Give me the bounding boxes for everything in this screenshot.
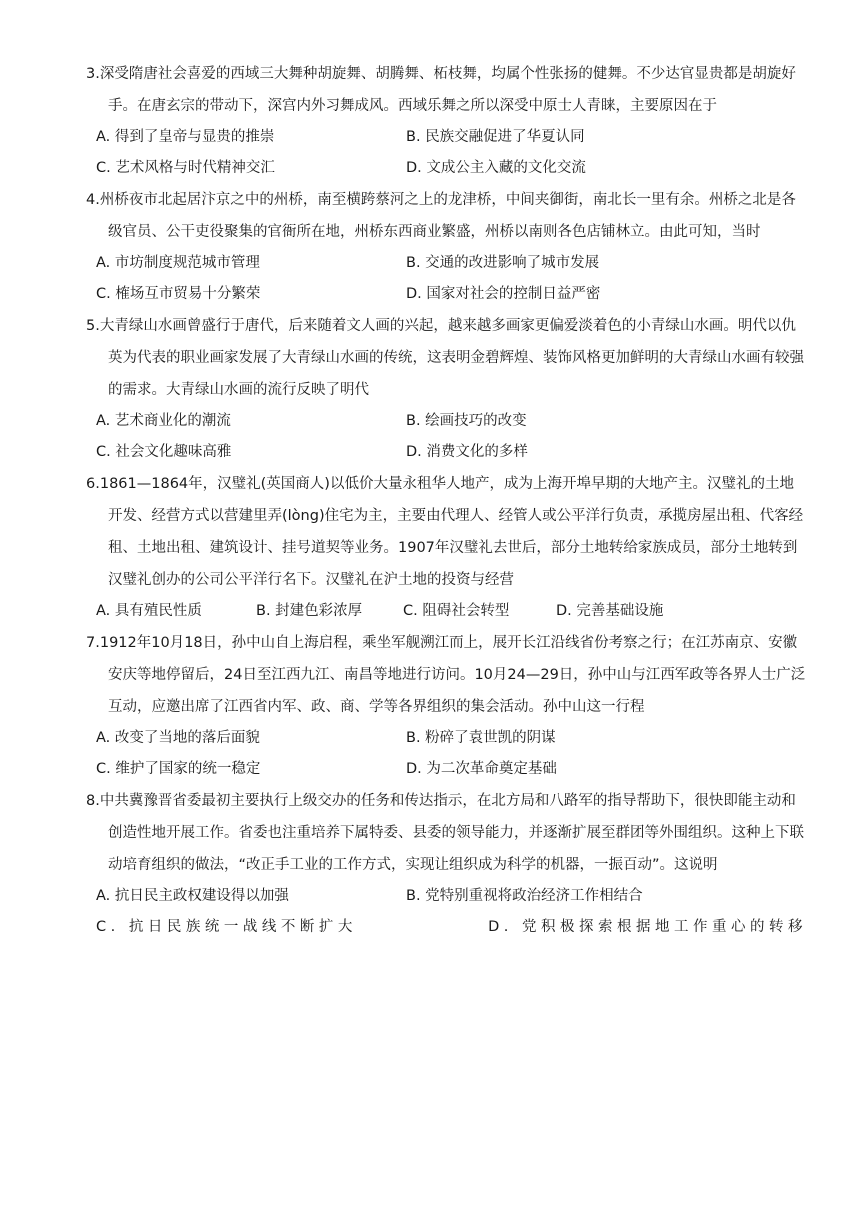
question-stem: 1912年10月18日，孙中山自上海启程，乘坐军舰溯江而上，展开长江沿线省份考察之行；在江苏南京、安徽安庆等地停留后，24日至江西九江、南昌等地进行访问。10月24—29日，孙中山与江西军政等各界人士广泛互动，应邀出席了江西省内军、政、商、学等各界组织的集会活动。孙中山这一行程: [99, 635, 806, 715]
option-c[interactable]: C. 维护了国家的统一稳定: [96, 761, 261, 777]
option-a[interactable]: A. 抗日民主政权建设得以加强: [96, 888, 289, 904]
option-d[interactable]: D. 文成公主入藏的文化交流: [406, 160, 586, 176]
option-d[interactable]: D. 国家对社会的控制日益严密: [406, 286, 601, 302]
option-c[interactable]: C. 阻碍社会转型: [403, 603, 510, 619]
question-number: 5.: [86, 318, 100, 334]
question-number: 8.: [86, 793, 100, 809]
option-b[interactable]: B. 粉碎了袁世凯的阴谋: [406, 730, 556, 746]
option-d[interactable]: D. 完善基础设施: [556, 603, 664, 619]
options: [86, 406, 807, 468]
question-3: [86, 58, 807, 184]
question-8: [86, 785, 807, 943]
option-a[interactable]: A. 得到了皇帝与显贵的推崇: [96, 129, 275, 145]
question-4: [86, 184, 807, 310]
option-c[interactable]: C. 艺术风格与时代精神交汇: [96, 160, 275, 176]
question-number: 3.: [86, 66, 100, 82]
options: [86, 723, 807, 785]
question-stem: 州桥夜市北起居汴京之中的州桥，南至横跨蔡河之上的龙津桥，中间夹御街，南北长一里有余。州桥之北是各级官员、公干吏役聚集的官衙所在地，州桥东西商业繁盛，州桥以南则各色店铺林立。由此可知，当时: [99, 192, 796, 240]
options: [86, 122, 807, 184]
options: [86, 881, 807, 912]
option-a[interactable]: A. 艺术商业化的潮流: [96, 413, 231, 429]
question-5: [86, 310, 807, 468]
question-number: 4.: [86, 192, 100, 208]
option-c[interactable]: C. 榷场互市贸易十分繁荣: [96, 286, 261, 302]
option-a[interactable]: A. 具有殖民性质: [96, 603, 202, 619]
option-a[interactable]: A. 市坊制度规范城市管理: [96, 255, 260, 271]
options: [86, 248, 807, 310]
question-7: [86, 627, 807, 785]
question-number: 7.: [86, 635, 100, 651]
options: [86, 596, 807, 627]
question-stem: 深受隋唐社会喜爱的西域三大舞种胡旋舞、胡腾舞、柘枝舞，均属个性张扬的健舞。不少达官显贵都是胡旋好手。在唐玄宗的带动下，深宫内外习舞成风。西域乐舞之所以深受中原士人青睐，主要原因在于: [99, 66, 796, 114]
option-a[interactable]: A. 改变了当地的落后面貌: [96, 730, 260, 746]
option-b[interactable]: B. 封建色彩浓厚: [256, 603, 363, 619]
question-stem: 1861—1864年，汉璧礼(英国商人)以低价大量永租华人地产，成为上海开埠早期的大地产主。汉璧礼的土地开发、经营方式以营建里弄(lòng)住宅为主，主要由代理人、经管人或公平洋行负责，承揽房屋出租、代客经租、土地出租、建筑设计、挂号道契等业务。1907年汉璧礼去世后，部分土地转给家族成员，部分土地转到汉璧礼创办的公司公平洋行名下。汉璧礼在沪土地的投资与经营: [99, 476, 804, 588]
question-6: [86, 468, 807, 627]
option-c[interactable]: C. 社会文化趣味高雅: [96, 444, 232, 460]
option-b[interactable]: B. 绘画技巧的改变: [406, 413, 527, 429]
option-c[interactable]: C. 抗日民族统一战线不断扩大: [96, 919, 357, 935]
question-number: 6.: [86, 476, 100, 492]
options-row-2: [86, 912, 807, 943]
question-stem: 大青绿山水画曾盛行于唐代，后来随着文人画的兴起，越来越多画家更偏爱淡着色的小青绿山水画。明代以仇英为代表的职业画家发展了大青绿山水画的传统，这表明金碧辉煌、装饰风格更加鲜明的大青绿山水画有较强的需求。大青绿山水画的流行反映了明代: [99, 318, 804, 398]
option-b[interactable]: B. 交通的改进影响了城市发展: [406, 255, 600, 271]
option-d[interactable]: D. 为二次革命奠定基础: [406, 761, 557, 777]
option-d[interactable]: D. 党积极探索根据地工作重心的转移: [488, 919, 807, 935]
option-b[interactable]: B. 民族交融促进了华夏认同: [406, 129, 585, 145]
option-b[interactable]: B. 党特别重视将政治经济工作相结合: [406, 888, 643, 904]
option-d[interactable]: D. 消费文化的多样: [406, 444, 528, 460]
question-stem: 中共冀豫晋省委最初主要执行上级交办的任务和传达指示，在北方局和八路军的指导帮助下，很快即能主动和创造性地开展工作。省委也注重培养下属特委、县委的领导能力，并逐渐扩展至群团等外围组织。这种上下联动培育组织的做法，“改正手工业的工作方式，实现让组织成为科学的机器，一振百动”。这说明: [99, 793, 804, 873]
